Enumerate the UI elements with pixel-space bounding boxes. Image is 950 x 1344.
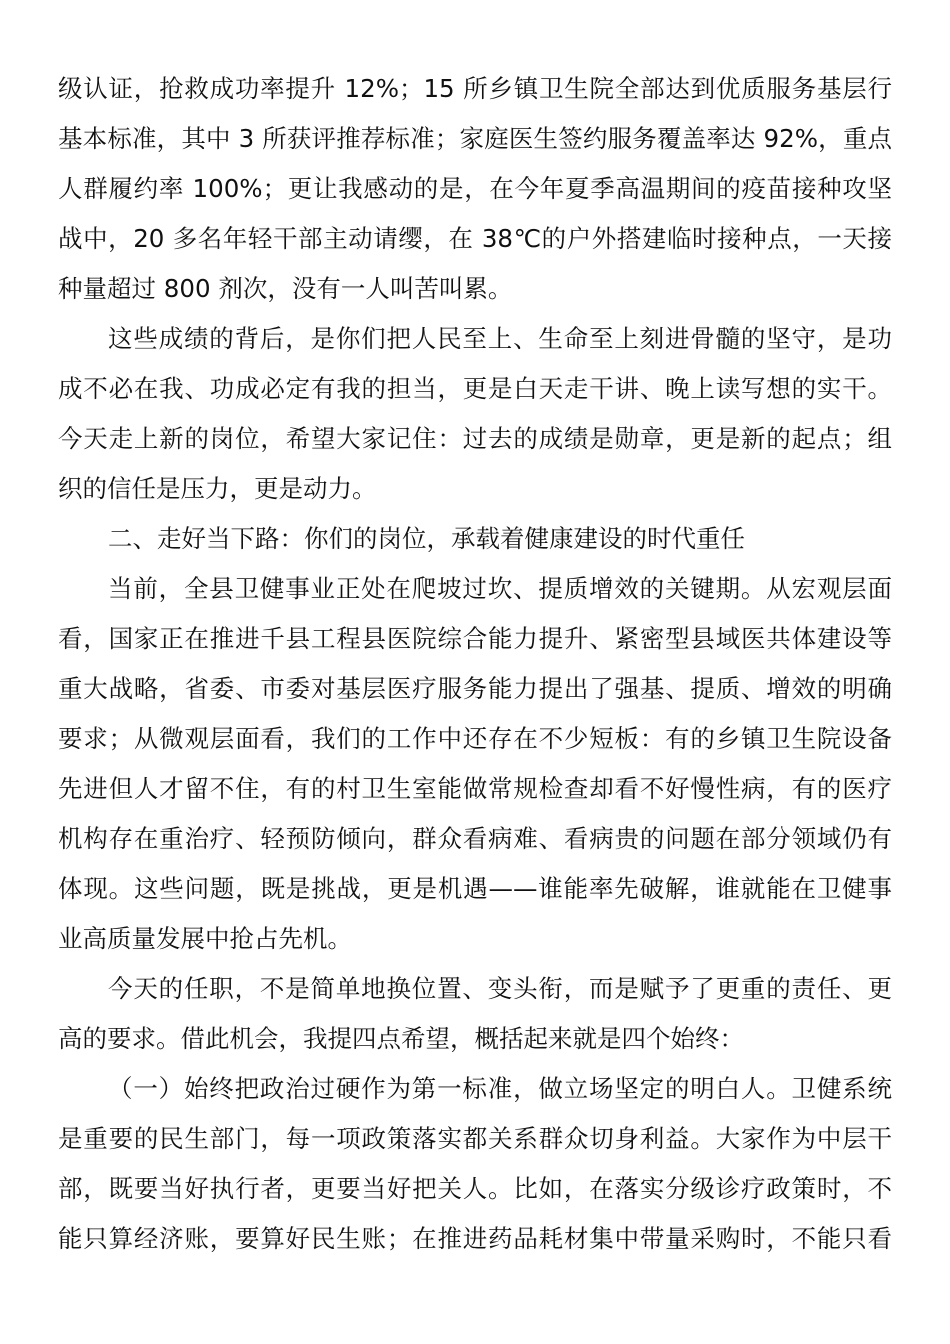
section-heading-two bbox=[58, 514, 892, 564]
paragraph-achievements bbox=[58, 64, 892, 314]
text-line: 种量超过 800 剂次，没有一人叫苦叫累。 bbox=[58, 274, 513, 303]
text-line: 是重要的民生部门，每一项政策落实都关系群众切身利益。大家作为中层干 bbox=[58, 1124, 892, 1153]
text-line: （一）始终把政治过硬作为第一标准，做立场坚定的明白人。卫健系统 bbox=[108, 1074, 892, 1103]
text-line: 先进但人才留不住，有的村卫生室能做常规检查却看不好慢性病，有的医疗 bbox=[58, 774, 892, 803]
text-line: 体现。这些问题，既是挑战，更是机遇——谁能率先破解，谁就能在卫健事 bbox=[58, 874, 892, 903]
text-line: 今天走上新的岗位，希望大家记住：过去的成绩是勋章，更是新的起点；组 bbox=[58, 424, 892, 453]
paragraph-current-situation bbox=[58, 564, 892, 964]
section-heading-text: 二、走好当下路：你们的岗位，承载着健康建设的时代重任 bbox=[108, 524, 745, 553]
paragraph-appointment bbox=[58, 964, 892, 1064]
paragraph-point-one bbox=[58, 1064, 892, 1264]
text-line: 部，既要当好执行者，更要当好把关人。比如，在落实分级诊疗政策时，不 bbox=[58, 1174, 892, 1203]
text-line: 织的信任是压力，更是动力。 bbox=[58, 474, 377, 503]
text-line: 要求；从微观层面看，我们的工作中还存在不少短板：有的乡镇卫生院设备 bbox=[58, 724, 892, 753]
text-line: 当前，全县卫健事业正处在爬坡过坎、提质增效的关键期。从宏观层面 bbox=[108, 574, 892, 603]
text-line: 人群履约率 100%；更让我感动的是，在今年夏季高温期间的疫苗接种攻坚 bbox=[58, 174, 892, 203]
text-line: 基本标准，其中 3 所获评推荐标准；家庭医生签约服务覆盖率达 92%，重点 bbox=[58, 124, 892, 153]
text-line: 成不必在我、功成必定有我的担当，更是白天走干讲、晚上读写想的实干。 bbox=[58, 374, 892, 403]
text-line: 这些成绩的背后，是你们把人民至上、生命至上刻进骨髓的坚守，是功 bbox=[108, 324, 892, 353]
text-line: 战中，20 多名年轻干部主动请缨，在 38℃的户外搭建临时接种点，一天接 bbox=[58, 224, 892, 253]
text-line: 业高质量发展中抢占先机。 bbox=[58, 924, 352, 953]
document-body bbox=[58, 64, 892, 1264]
paragraph-behind-achievements bbox=[58, 314, 892, 514]
text-line: 机构存在重治疗、轻预防倾向，群众看病难、看病贵的问题在部分领域仍有 bbox=[58, 824, 892, 853]
text-line: 重大战略，省委、市委对基层医疗服务能力提出了强基、提质、增效的明确 bbox=[58, 674, 892, 703]
text-line: 看，国家正在推进千县工程县医院综合能力提升、紧密型县域医共体建设等 bbox=[58, 624, 892, 653]
text-line: 高的要求。借此机会，我提四点希望，概括起来就是四个始终： bbox=[58, 1024, 744, 1053]
text-line: 能只算经济账，要算好民生账；在推进药品耗材集中带量采购时，不能只看 bbox=[58, 1224, 892, 1253]
text-line: 级认证，抢救成功率提升 12%；15 所乡镇卫生院全部达到优质服务基层行 bbox=[58, 74, 892, 103]
text-line: 今天的任职，不是简单地换位置、变头衔，而是赋予了更重的责任、更 bbox=[108, 974, 892, 1003]
